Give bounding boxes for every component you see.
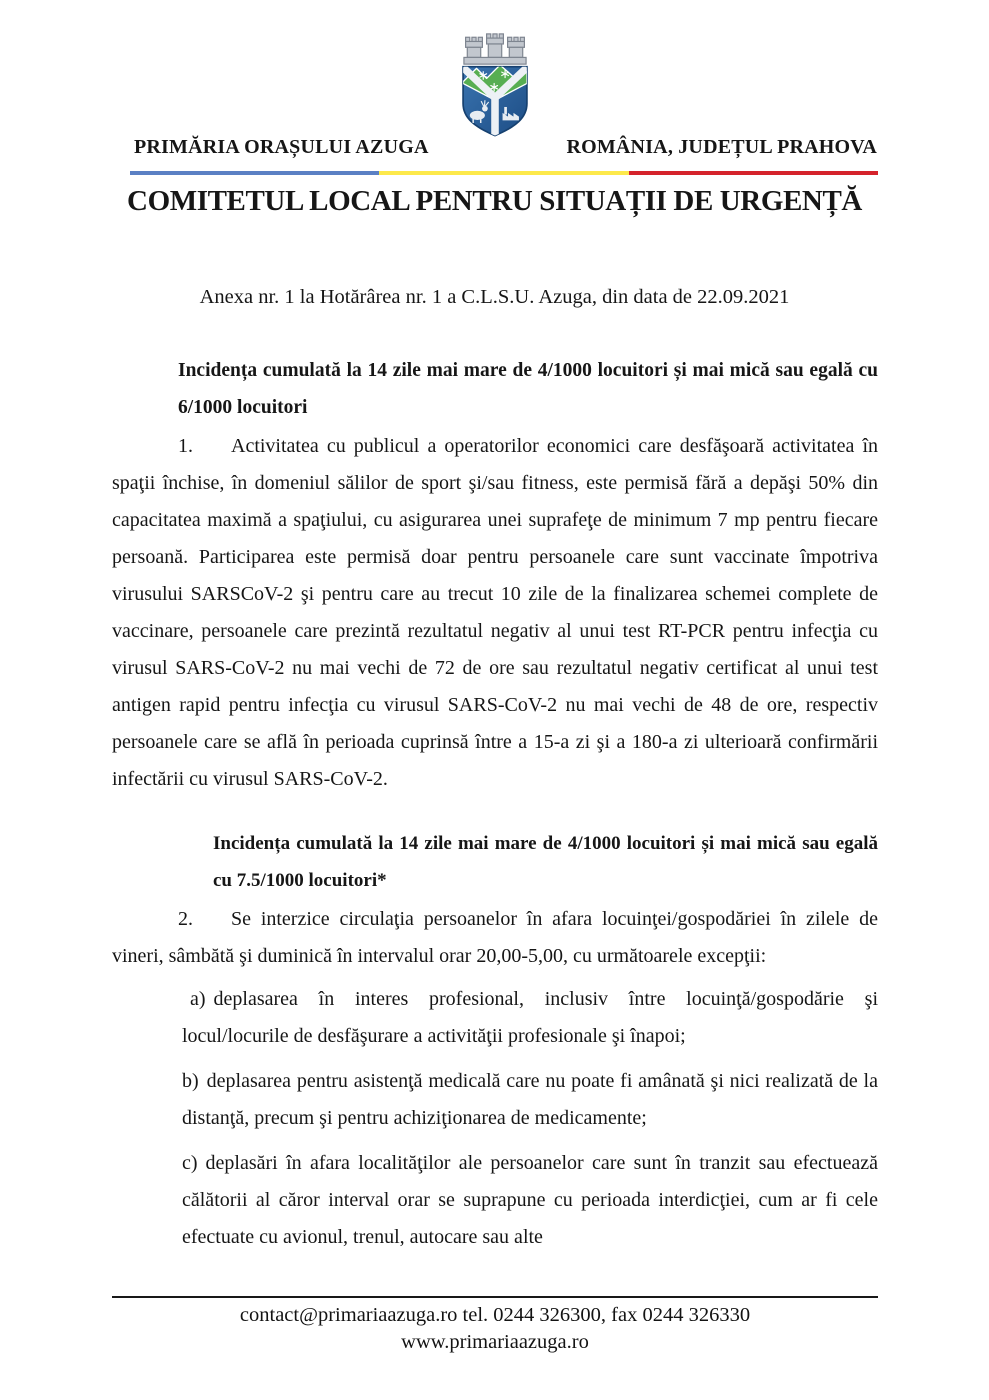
flag-divider — [130, 171, 878, 175]
exception-c-marker: c) — [182, 1152, 198, 1174]
paragraph-1-number: 1. — [178, 435, 193, 457]
header-right-org: ROMÂNIA, JUDEȚUL PRAHOVA — [566, 136, 877, 158]
paragraph-2-text: Se interzice circulaţia persoanelor în afara locuinţei/gospodăriei în zilele de vineri, sâmbătă şi duminică în intervalul orar 20,00-5,00, cu următoarele excepţii: — [112, 908, 878, 967]
footer-website: www.primariaazuga.ro — [401, 1331, 589, 1353]
incidence-heading-4-6: Incidența cumulată la 14 zile mai mare de 4/1000 locuitori și mai mică sau egală cu 6/1000 locuitori — [178, 360, 878, 418]
exception-item-c — [182, 1145, 878, 1256]
page-title: COMITETUL LOCAL PENTRU SITUAȚII DE URGENȚĂ — [127, 185, 862, 217]
document-body — [112, 352, 878, 1256]
flag-segment-red — [629, 171, 878, 175]
page-footer — [112, 1296, 878, 1356]
mural-crown-icon — [463, 34, 525, 64]
paragraph-2-number: 2. — [178, 908, 193, 930]
paragraph-1 — [112, 428, 878, 798]
exception-b-text: deplasarea pentru asistenţă medicală care nu poate fi amânată şi nici realizată de la distanţă, precum şi pentru achiziţionarea de medicamente; — [182, 1070, 878, 1129]
flag-segment-yellow — [379, 171, 628, 175]
paragraph-1-text: Activitatea cu publicul a operatorilor economici care desfăşoară activitatea în spaţii închise, în domeniul sălilor de sport şi/sau fitness, este permisă fără a depăşi 50% din capacitatea maximă a spaţiului, cu asigurarea unei suprafeţe de minimum 7 mp pentru fiecare persoană. Participarea este permisă doar pentru persoanele care sunt vaccinate împotriva virusului SARSCoV-2 şi pentru care au trecut 10 zile de la finalizarea schemei complete de vaccinare, persoanele care prezintă rezultatul negativ al unui test RT-PCR pentru infecţia cu virusul SARS-CoV-2 nu mai vechi de 72 de ore sau rezultatul negativ certificat al unui test antigen rapid pentru infecţia cu virusul SARS-CoV-2 nu mai vechi de 48 de ore, respectiv persoanele care se află în perioada cuprinsă între a 15-a zi şi a 180-a zi ulterioară confirmării infectării cu virusul SARS-CoV-2. — [112, 435, 878, 790]
incidence-heading-4-7-5: Incidența cumulată la 14 zile mai mare de 4/1000 locuitori și mai mică sau egală cu 7.5/1000 locuitori* — [213, 833, 878, 891]
exception-item-a — [182, 981, 878, 1055]
azuga-coat-of-arms-icon — [453, 33, 537, 149]
exception-c-text: deplasări în afara localităţilor ale persoanelor care sunt în tranzit sau efectuează călătorii al căror interval orar se suprapune cu perioada interdicţiei, cum ar fi cele efectuate cu avionul, trenul, autocare sau alte — [182, 1152, 878, 1248]
header-left-org: PRIMĂRIA ORAȘULUI AZUGA — [134, 136, 429, 158]
paragraph-2 — [112, 901, 878, 975]
exception-a-marker: a) — [190, 988, 206, 1010]
header-row — [134, 136, 877, 159]
exception-b-marker: b) — [182, 1070, 199, 1092]
footer-contact: contact@primariaazuga.ro tel. 0244 326300, fax 0244 326330 — [239, 1304, 751, 1326]
annex-reference: Anexa nr. 1 la Hotărârea nr. 1 a C.L.S.U. Azuga, din data de 22.09.2021 — [199, 286, 790, 308]
flag-segment-blue — [130, 171, 379, 175]
exception-a-text: deplasarea în interes profesional, inclusiv între locuinţă/gospodărie şi locul/locurile de desfăşurare a activităţii profesionale şi înapoi; — [182, 988, 878, 1047]
exception-item-b — [182, 1063, 878, 1137]
crest-svg — [453, 33, 537, 144]
